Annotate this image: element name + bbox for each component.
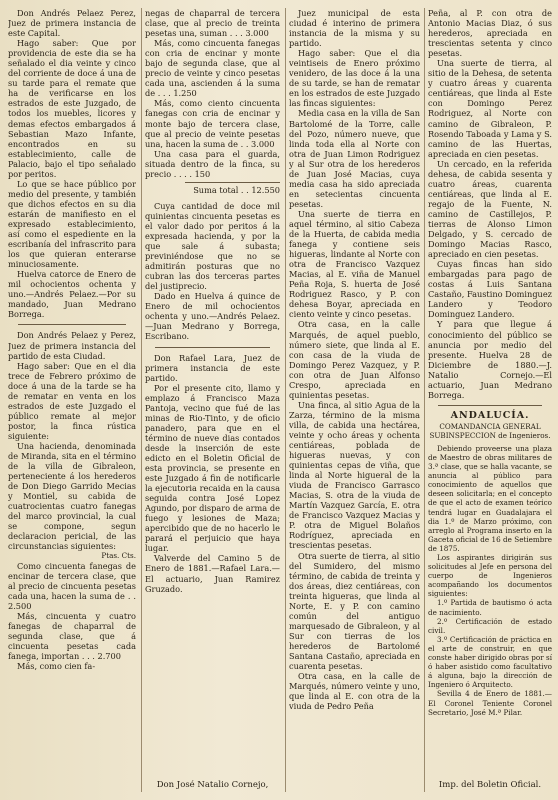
column-2-footer: Don José Natalio Cornejo,: [156, 780, 269, 790]
notice-signature: Valverde del Camino 5 de Enero de 1881.—Rafael Lara.—El actuario, Juan Ramirez Gruzado.: [145, 553, 280, 594]
notice-paragraph: Una hacienda, denominada de Miranda, sita en el término de la villa de Gibraleon, perteneciente á los herederos de Don Diego Garrido Mecias y Montiel, su cabida de cuatrocientas cuatro fanegas del marco provincial, la cual se compone, segun declaracion pericial, de las circunstancias siguientes:: [8, 440, 136, 552]
price-item-value: 150: [194, 168, 211, 179]
price-item-value: 2.700: [97, 651, 121, 661]
price-item: Más, cincuenta y cuatro fanegas de chaparral de segunda clase, que á cincuenta pesetas cada fanega, importan . . . 2.700: [8, 610, 136, 661]
divider: [155, 347, 270, 348]
property-item: Media casa en la villa de San Bartolomé de la Torre, calle del Pozo, número nueve, que linda toda ella al Norte con otra de Juan Limon Rodriguez y al Sur otra de los herederos de Juan José Macias, cuya media casa ha sido apreciada en setecientas cincuenta pesetas.: [289, 108, 420, 209]
price-item-text: Una casa para el guarda, situada dentro de la finca, su precio: [145, 148, 280, 179]
price-item-value: 2.500: [8, 600, 32, 611]
notice-heading: Don Andrés Pelaez Perez, Juez de primera instancia de este Capital.: [8, 8, 136, 39]
price-item-text: negas de chaparral de tercera clase, que al precio de treinta pesetas una, suman: [145, 8, 280, 39]
column-3: [289, 8, 420, 796]
property-item: Una suerte de tierra en aquel término, al sitio Cabeza de la Huerta, de cabida media fanega y contiene seis higueras, lindante al Norte con otra de Francisco Vazquez Macias, al E. viña de Manuel Peña Roja, S. huerta de José Rodriguez Rasco, y P. con dehesa Boyar, apreciada en ciento veinte y cinco pesetas.: [289, 208, 420, 320]
divider: [18, 324, 126, 325]
divider: [438, 405, 542, 406]
price-item: Una casa para el guarda, situada dentro de la finca, su precio . . . . 150: [145, 148, 280, 179]
notice-paragraph: Hago saber: Que por providencia de este dia se ha señalado el dia veinte y cinco del corriente de doce á una de su tarde para el remate que ha de verificarse en los estrados de este Juzgado, de todos los muebles, licores y demas efectos embargados á Sebastian Mazo Infante, encontrados en su establecimiento, calle de Palacio, bajo el tipo señalado por peritos.: [8, 38, 136, 179]
column-1: [8, 8, 136, 796]
notice-paragraph: Cuyas fincas han sido embargadas para pago de costas á Luis Santana Castaño, Faustino Dominguez Landero y Teodoro Dominguez Landero.: [428, 259, 552, 320]
sum-total: Suma total . . 12.550: [193, 184, 280, 195]
notice-signature: Dado en Huelva á quince de Enero de mil ochocientos ochenta y uno.—Andrés Pelaez.—Juan Medrano y Borrega, Escribano.: [145, 291, 280, 342]
notice-paragraph: Lo que se hace público por medio del presente, y también que dichos efectos en su dia estarán de manifiesto en el expresado establecimiento, así como el espediente en la escribanía del infrascrito para los que quieran enterarse minuciosamente.: [8, 178, 136, 270]
price-item-text: Más, cincuenta y cuatro fanegas de chaparral de segunda clase, que á cincuenta pesetas cada fanega, importan: [8, 610, 136, 661]
notice-signature: Y para que llegue á conocimiento del público se anuncia por medio del presente. Huelva 28 de Diciembre de 1880.—J. Natalio Cornejo.—El actuario, Juan Medrano Borrega.: [428, 319, 552, 400]
price-item: negas de chaparral de tercera clase, que al precio de treinta pesetas una, suman . . . 3.000: [145, 8, 280, 39]
notice-signature: Sevilla 4 de Enero de 1881.—El Coronel Teniente Coronel Secretario, José M.ª Pilar.: [428, 689, 552, 717]
notice-paragraph: Los aspirantes dirigirán sus solicitudes al Jefe en persona del cuerpo de Ingenieros acompañando los documentos siguientes:: [428, 553, 552, 599]
price-item-value: 3.000: [245, 28, 269, 39]
property-item: Otra suerte de tierra, al sitio del Sumidero, del mismo término, de cabida de treinta y dos áreas, diez centiáreas, con treinta higueras, que linda al Norte, E. y P. con camino común del antiguo marquesado de Gibraleon, y al Sur con tierras de los herederos de Bartolomé Santana Castaño, apreciada en cuarenta pesetas.: [289, 550, 420, 672]
column-2: [145, 8, 280, 796]
requirement-item: 2.º Certificación de estado civil.: [428, 616, 552, 635]
price-item-value: 1.250: [173, 88, 197, 99]
property-item: Una suerte de tierra, al sitio de la Dehesa, de setenta y cuatro áreas y cuarenta centiáreas, que linda al Este con Domingo Perez Rodriguez, al Norte con camino de Gibraleon, P. Rosendo Taboada y Lama y S. camino de las Huertas, apreciada en cien pesetas.: [428, 58, 552, 159]
requirement-item: 3.º Certificación de práctica en el arte de construir, en que conste haber dirigido obras por sí ó haber asistido como facultativo á alguna, bajo la dirección de Ingeniero ó Arquitecto.: [428, 634, 552, 690]
property-item: Un cercado, en la referida dehesa, de cabida sesenta y cuatro áreas, cuarenta centiáreas, que linda al E. regajo de la Fuente, N. camino de Castillejos, P. tierras de Alonso Limon Delgado, y S. cercado de Domingo Macias Rasco, apreciado en cien pesetas.: [428, 158, 552, 260]
sum-total-label: Suma total: [193, 184, 239, 195]
notice-heading: Don Rafael Lara, Juez de primera instancia de este partido.: [145, 352, 280, 383]
notice-paragraph: Cuya cantidad de doce mil quinientas cincuenta pesetas es el valor dado por peritos á la expresada hacienda, y por la que sale á subasta; previniéndose que no se admitirán posturas que no cubran las dos terceras partes del justiprecio.: [145, 200, 280, 292]
property-item: Peña, al P. con otra de Antonio Macias Diaz, ó sus herederos, apreciada en trescientas setenta y cinco pesetas.: [428, 8, 552, 59]
printer-imprint: Imp. del Boletin Oficial.: [438, 780, 542, 790]
price-item-text: Más, como cincuenta fanegas con cria de encinar y monte bajo de segunda clase, que al precio de veinte y cinco pesetas cada una, ascienden á la suma de: [145, 38, 280, 99]
notice-paragraph: Más, como cien fa-: [17, 661, 96, 672]
section-subheading: COMANDANCIA GENERAL SUBINSPECCION de Ingenieros.: [429, 421, 551, 440]
property-item: Otra casa, en la calle Marqués, de aquel pueblo, número siete, que linda al E. con casa de la viuda de Domingo Perez Vazquez, y P. con otra de Juan Alfonso Crespo, apreciada en quinientas pesetas.: [289, 319, 420, 400]
property-item: Otra casa, en la calle de Marqués, número veinte y uno, que linda al E. con otra de la viuda de Pedro Peña: [289, 671, 420, 712]
requirement-item: 1.º Partida de bautismo ó acta de nacimiento.: [428, 598, 552, 617]
notice-paragraph: Debiendo proveerse una plaza de Maestro de obras militares de 3.ª clase, que se halla vacante, se anuncia al público para conocimiento de aquellos que deseen solicitarla; en el concepto de que el acto de examen teórico tendrá lugar en Guadalajara el dia 1.º de Marzo próximo, con arreglo al Programa inserto en la Gaceta oficial de 16 de Setiembre de 1875.: [428, 443, 552, 553]
price-item: Como cincuenta fanegas de encinar de tercera clase, que al precio de cincuenta pesetas cada una, hacen la suma de . . 2.500: [8, 560, 136, 611]
price-item: Más, como ciento cincuenta fanegas con cria de encinar y monte bajo de tercera clase, que al precio de veinte pesetas una, hacen la suma de . . 3.000: [145, 98, 280, 149]
notice-paragraph: Hago saber: Que en el dia trece de Febrero próximo de doce á una de la tarde se ha de rematar en venta en los estrados de este Juzgado el público remate al mejor postor, la finca rústica siguiente:: [8, 360, 136, 441]
notice-signature: Huelva catorce de Enero de mil ochocientos ochenta y uno.—Andrés Pelaez.—Por su mandado, Juan Medrano Borrega.: [8, 269, 136, 320]
column-4: [428, 8, 552, 796]
notice-paragraph: Hago saber: Que el dia veintiseis de Enero próximo venidero, de las doce á la una de su tarde, se han de rematar en los estrados de este Juzgado las fincas siguientes:: [289, 48, 420, 109]
price-item-text: Como cincuenta fanegas de encinar de tercera clase, que al precio de cincuenta pesetas cada una, hacen la suma de: [8, 560, 136, 601]
notice-heading: Don Andrés Pelaez y Perez, Juez de primera instancia del partido de esta Ciudad.: [8, 330, 136, 361]
columns: [8, 8, 552, 796]
price-item: Más, como cincuenta fanegas con cria de encinar y monte bajo de segunda clase, que al precio de veinte y cinco pesetas cada una, ascienden á la suma de . . . 1.250: [145, 38, 280, 99]
property-item: Una finca, al sitio Agua de la Zarza, término de la misma villa, de cabida una hectárea, veinte y ocho áreas y ochenta centiáreas, poblada de higueras nuevas, y con quinientas cepas de viña, que linda al Norte higueral de la viuda de Francisco Garrasco Macias, S. otra de la viuda de Martín Vazquez García, E. otra de Francisco Vazquez Macias y P. otra de Miguel Bolaños Rodríguez, apreciada en trescientas pesetas.: [289, 399, 420, 551]
sum-rule: [185, 182, 280, 183]
price-item-value: 3.000: [251, 138, 275, 149]
notice-heading: Juez municipal de esta ciudad é interino de primera instancia de la misma y su partido.: [289, 8, 420, 49]
sum-total-value: 12.550: [251, 184, 280, 195]
price-item-text: Más, como ciento cincuenta fanegas con cria de encinar y monte bajo de tercera clase, que al precio de veinte pesetas una, hacen la suma de: [145, 98, 280, 149]
section-heading: ANDALUCÍA.: [450, 409, 530, 421]
notice-paragraph: Por el presente cito, llamo y emplazo á Francisco Maza Pantoja, vecino que fué de las minas de Rio-Tinto, y de oficio panadero, para que en el término de nueve dias contados desde la inserción de este edicto en el Boletin Oficial de esta provincia, se presente en este Juzgado á fin de notificarle la ejecutoria recaida en la causa seguida contra José Lopez Agundo, por disparo de arma de fuego y lesiones de Maza; apercibido que de no hacerlo le parará el perjuicio que haya lugar.: [145, 382, 280, 554]
units-header: Ptas. Cts.: [101, 551, 136, 561]
